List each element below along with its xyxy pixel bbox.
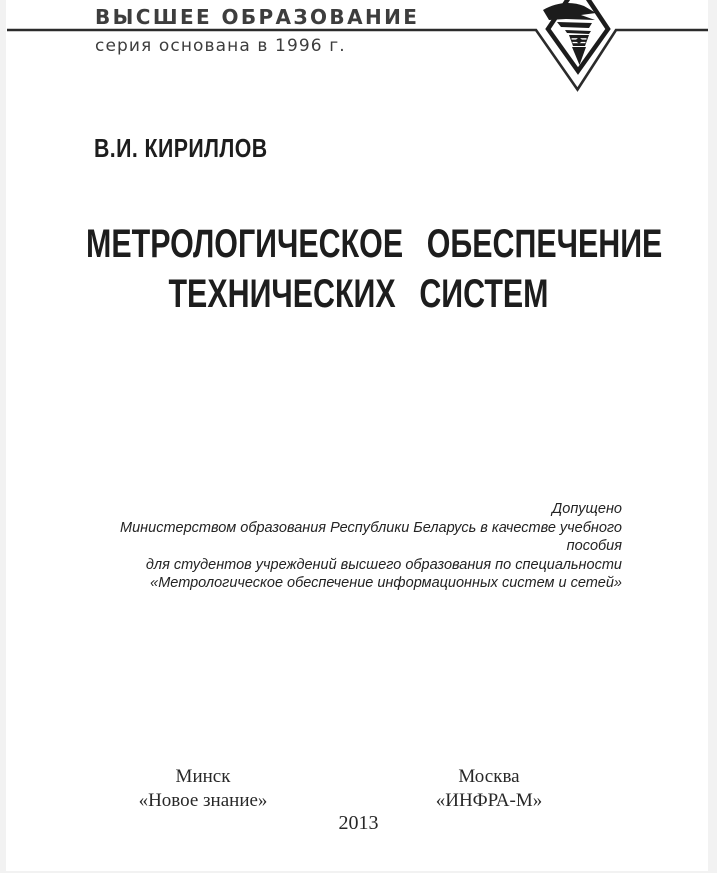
torch-flame-band [565,30,591,34]
approval-line: Министерством образования Республики Беларусь в качестве учебного пособия [120,519,622,554]
author-name: В.И. КИРИЛЛОВ [94,133,268,163]
book-title-line2: ТЕХНИЧЕСКИХ СИСТЕМ [168,272,549,316]
approval-line: для студентов учреждений высшего образования по специальности [145,556,622,573]
approval-line: Допущено [552,501,622,517]
book-title-line1: МЕТРОЛОГИЧЕСКОЕ ОБЕСПЕЧЕНИЕ [86,222,663,266]
book-title [0,219,717,319]
approval-statement [62,500,622,593]
series-founded-note: серия основана в 1996 г. [95,36,346,56]
series-title: ВЫСШЕЕ ОБРАЗОВАНИЕ [95,5,420,29]
imprint-publisher: «ИНФРА-М» [435,790,543,811]
torch-flame [543,3,596,20]
publication-year: 2013 [338,812,379,834]
approval-line: «Метрологическое обеспечение информационных систем и сетей» [150,575,622,591]
imprint-moscow [379,765,599,813]
imprint-city: Минск [175,766,231,787]
imprint-city: Москва [458,766,520,787]
paper-sheet [6,0,708,871]
torch-flame-band [557,22,592,28]
imprint-minsk [93,765,313,813]
imprint-publisher: «Новое знание» [138,790,268,811]
